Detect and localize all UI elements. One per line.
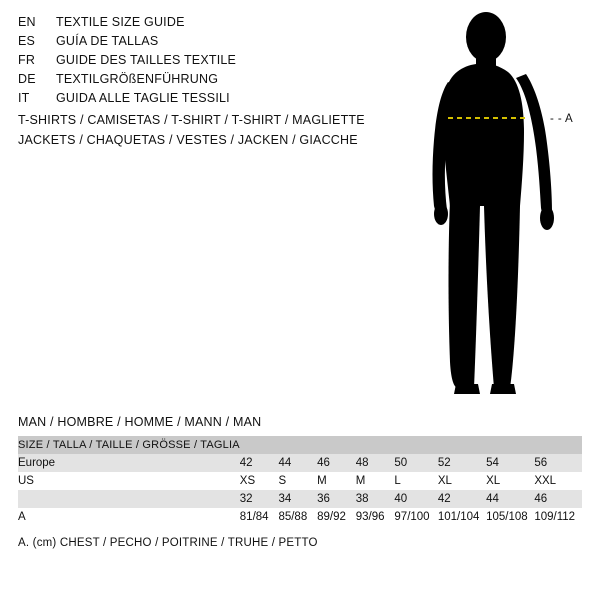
silhouette-foot-left	[454, 384, 480, 394]
legend-language-code: EN	[18, 15, 36, 29]
row-cell: 54	[486, 454, 534, 472]
legend-language-code: IT	[18, 91, 30, 105]
row-cell: S	[278, 472, 317, 490]
row-cell: 105/108	[486, 508, 534, 526]
table-row	[18, 490, 582, 508]
row-label: Europe	[18, 454, 240, 472]
row-cell: 42	[240, 454, 279, 472]
row-cell: 38	[356, 490, 395, 508]
table-row	[18, 454, 582, 472]
row-cell: 34	[278, 490, 317, 508]
table-header-cell	[356, 436, 395, 454]
legend-row	[18, 34, 378, 53]
legend-row	[18, 91, 378, 110]
row-cell: 40	[394, 490, 437, 508]
row-cell: 89/92	[317, 508, 356, 526]
silhouette-leg-left	[449, 200, 481, 388]
table-header-cell	[394, 436, 437, 454]
row-cell: XL	[438, 472, 486, 490]
row-label	[18, 490, 240, 508]
legend-row	[18, 72, 378, 91]
table-row	[18, 472, 582, 490]
legend-language-text: GUÍA DE TALLAS	[56, 34, 159, 48]
legend-language-code: DE	[18, 72, 36, 86]
row-cell: 48	[356, 454, 395, 472]
size-table-title: MAN / HOMBRE / HOMME / MANN / MAN	[18, 415, 262, 429]
silhouette-torso	[443, 63, 524, 206]
body-silhouette-figure	[400, 10, 600, 410]
table-footnote: A. (cm) CHEST / PECHO / POITRINE / TRUHE / PETTO	[18, 537, 318, 549]
row-cell: 52	[438, 454, 486, 472]
legend-language-text: TEXTILE SIZE GUIDE	[56, 15, 185, 29]
legend-language-text: GUIDA ALLE TAGLIE TESSILI	[56, 91, 230, 105]
garment-category-jackets: JACKETS / CHAQUETAS / VESTES / JACKEN / GIACCHE	[18, 133, 358, 147]
silhouette-head	[466, 12, 506, 62]
row-cell: 81/84	[240, 508, 279, 526]
row-cell: 85/88	[278, 508, 317, 526]
row-cell: XL	[486, 472, 534, 490]
row-cell: 56	[534, 454, 582, 472]
row-cell: 109/112	[534, 508, 582, 526]
legend-row	[18, 15, 378, 34]
row-cell: 46	[534, 490, 582, 508]
silhouette-hand-left	[434, 203, 448, 225]
row-label: A	[18, 508, 240, 526]
row-cell: 97/100	[394, 508, 437, 526]
row-cell: 44	[486, 490, 534, 508]
table-header-cell	[438, 436, 486, 454]
row-label: US	[18, 472, 240, 490]
row-cell: 93/96	[356, 508, 395, 526]
silhouette-hand-right	[540, 206, 554, 230]
row-cell: XXL	[534, 472, 582, 490]
row-cell: XS	[240, 472, 279, 490]
legend-row	[18, 53, 378, 72]
legend-language-code: FR	[18, 53, 36, 67]
table-row	[18, 508, 582, 526]
silhouette-foot-right	[490, 384, 516, 394]
row-cell: 101/104	[438, 508, 486, 526]
size-table	[18, 436, 582, 526]
size-table-block	[18, 415, 582, 549]
table-header-cell: SIZE / TALLA / TAILLE / GRÖSSE / TAGLIA	[18, 436, 240, 454]
row-cell: 46	[317, 454, 356, 472]
language-legend	[18, 15, 378, 110]
row-cell: 50	[394, 454, 437, 472]
garment-categories	[18, 110, 418, 150]
chest-measure-label: - - A	[550, 113, 574, 125]
legend-language-code: ES	[18, 34, 36, 48]
row-cell: 36	[317, 490, 356, 508]
row-cell: L	[394, 472, 437, 490]
row-cell: M	[356, 472, 395, 490]
silhouette-svg	[400, 10, 600, 410]
legend-language-text: TEXTILGRÖßENFÜHRUNG	[56, 72, 219, 86]
row-cell: 44	[278, 454, 317, 472]
row-cell: 32	[240, 490, 279, 508]
table-header-cell	[240, 436, 279, 454]
silhouette-leg-right	[484, 206, 520, 388]
table-header-cell	[534, 436, 582, 454]
legend-language-text: GUIDE DES TAILLES TEXTILE	[56, 53, 237, 67]
table-header-cell	[486, 436, 534, 454]
table-header-cell	[278, 436, 317, 454]
row-cell: 42	[438, 490, 486, 508]
row-cell: M	[317, 472, 356, 490]
garment-category-tshirts: T-SHIRTS / CAMISETAS / T-SHIRT / T-SHIRT / MAGLIETTE	[18, 113, 365, 127]
table-header-row	[18, 436, 582, 454]
table-header-cell	[317, 436, 356, 454]
